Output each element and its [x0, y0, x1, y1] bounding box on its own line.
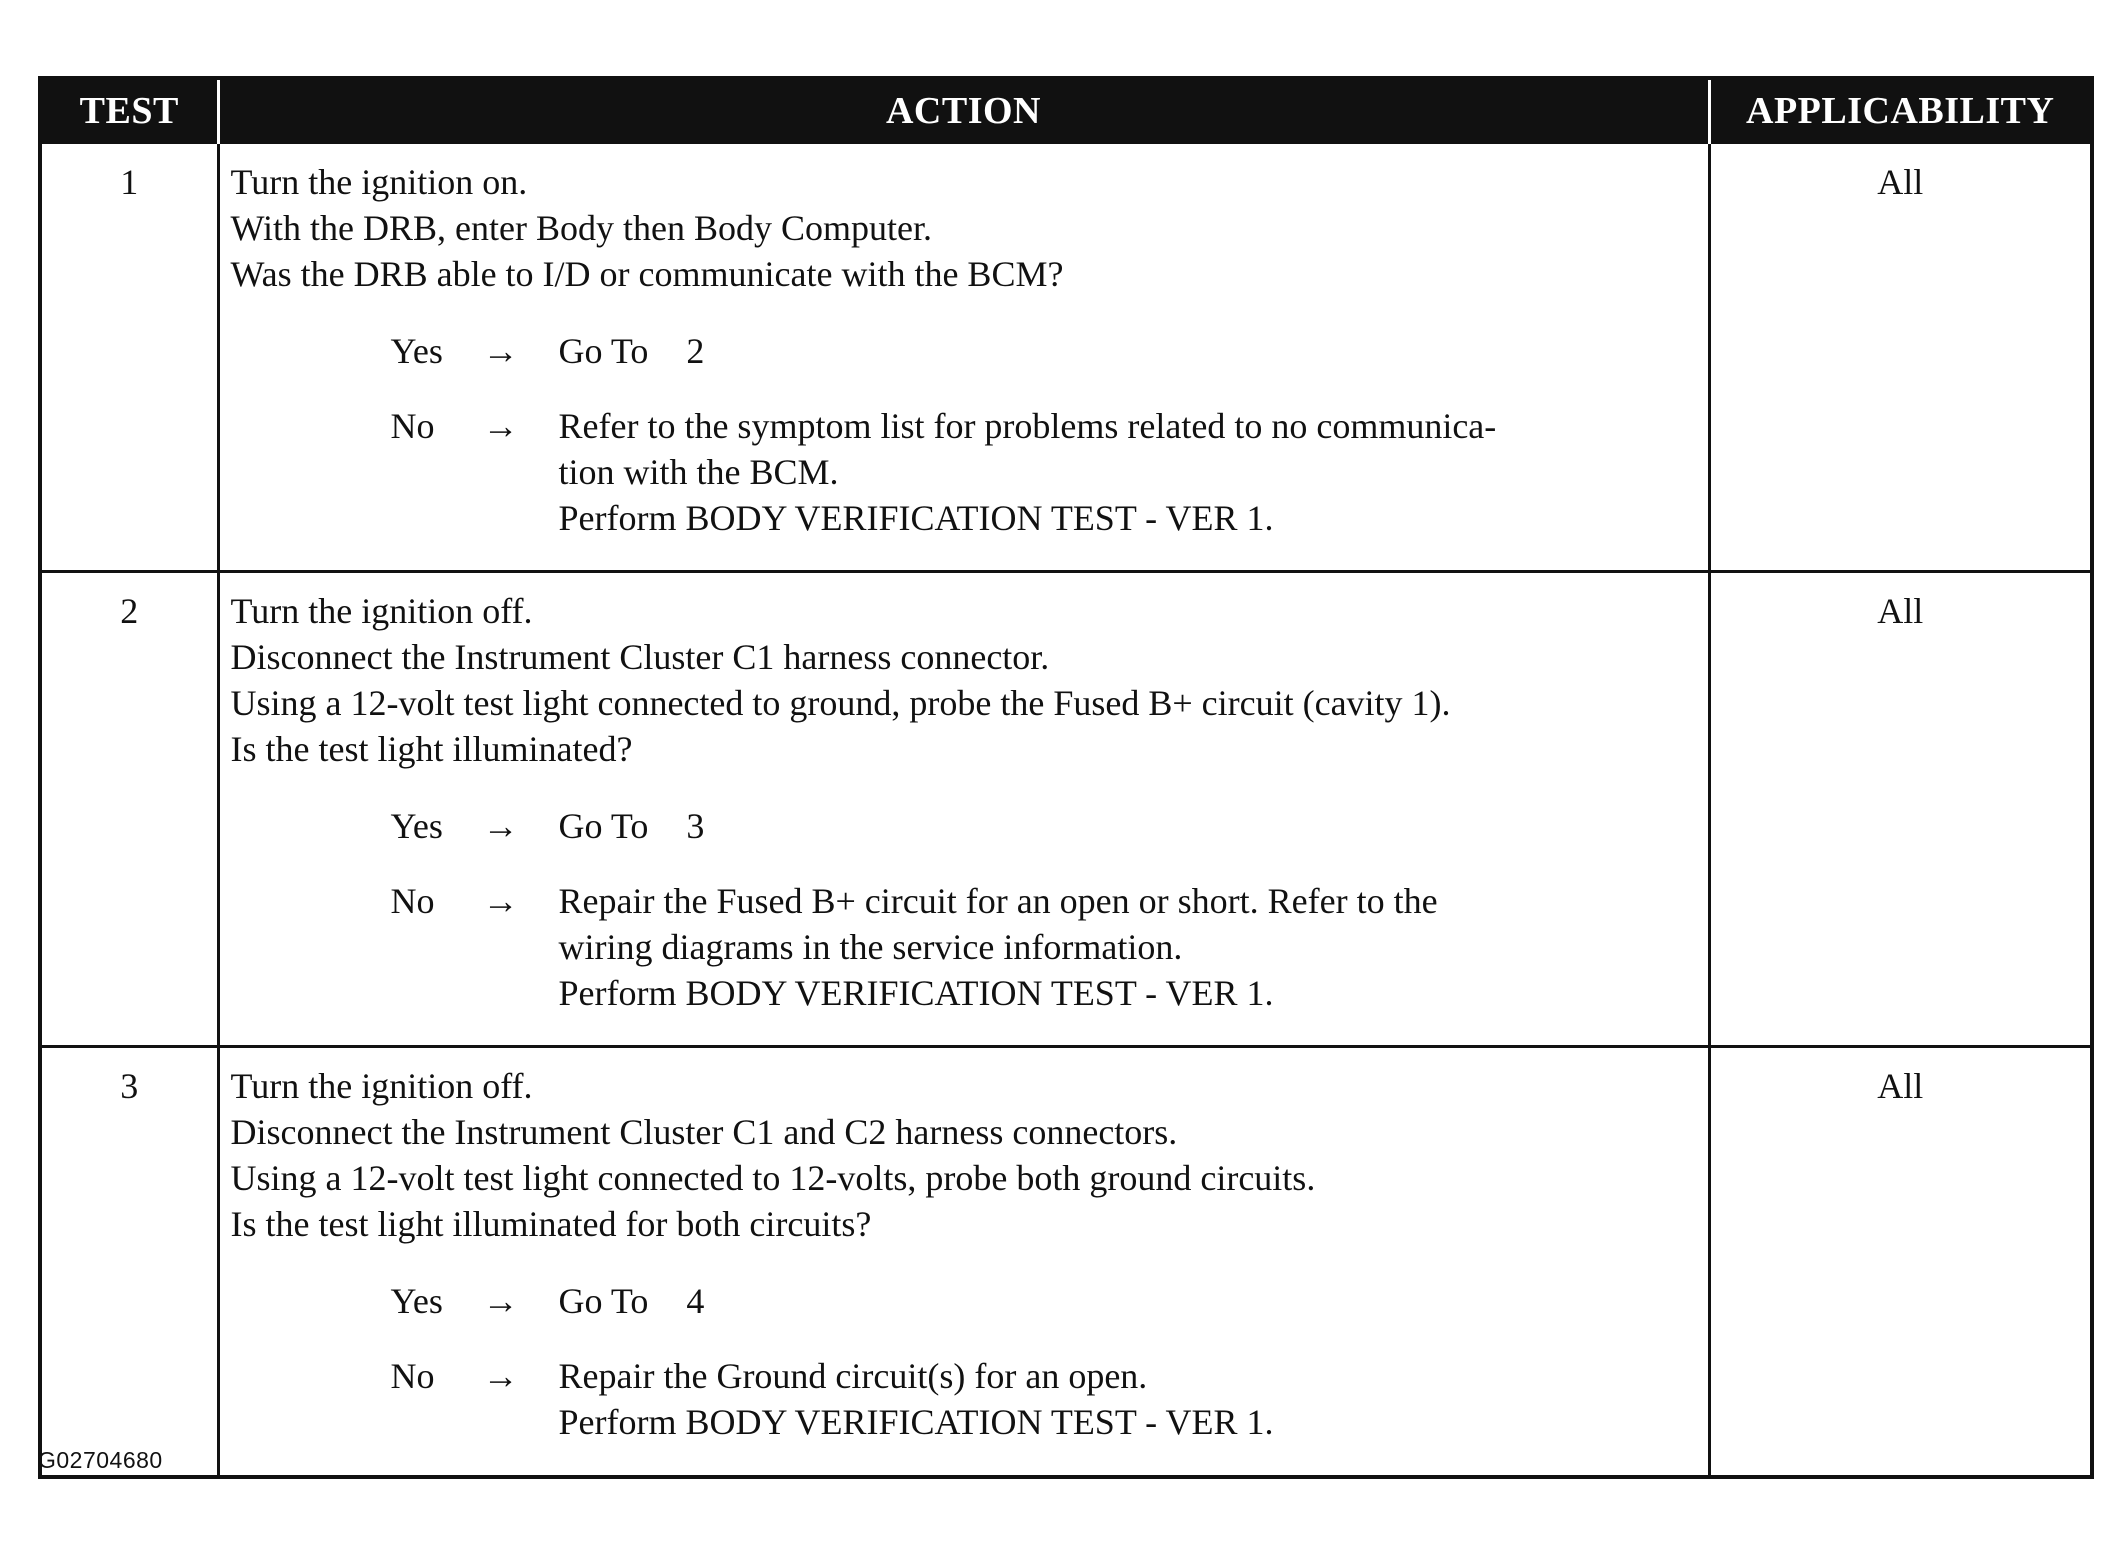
no-branch [391, 1353, 1700, 1445]
no-label: No [390, 1356, 435, 1396]
action-question: Was the DRB able to I/D or communicate with the BCM? [230, 254, 1064, 294]
yes-label: Yes [390, 806, 443, 846]
action-cell [218, 143, 1709, 572]
right-arrow-icon: → [482, 331, 519, 371]
test-number: 3 [40, 1047, 218, 1478]
action-question: Is the test light illuminated? [230, 729, 633, 769]
yes-branch [391, 1278, 1700, 1324]
applicability-value: All [1709, 1047, 2092, 1478]
action-step: Disconnect the Instrument Cluster C1 and C2 harness connectors. [230, 1112, 1178, 1152]
action-question: Is the test light illuminated for both circuits? [230, 1204, 872, 1244]
no-result-line: Refer to the symptom list for problems related to no communica- [558, 406, 1497, 446]
applicability-value: All [1709, 572, 2092, 1047]
no-result [559, 1353, 1700, 1445]
table-row [40, 1047, 2092, 1478]
no-result-line: tion with the BCM. [558, 452, 839, 492]
no-result-line: Repair the Fused B+ circuit for an open or short. Refer to the [558, 881, 1438, 921]
applicability-value: All [1709, 143, 2092, 572]
no-result [559, 878, 1700, 1016]
goto-instruction [559, 1278, 1700, 1324]
diagnostic-test-table [38, 76, 2094, 1479]
no-result-line: Perform BODY VERIFICATION TEST - VER 1. [558, 1402, 1274, 1442]
action-step: Turn the ignition off. [230, 591, 533, 631]
yes-branch [391, 803, 1700, 849]
action-step: Using a 12-volt test light connected to 12-volts, probe both ground circuits. [230, 1158, 1316, 1198]
right-arrow-icon: → [482, 806, 519, 846]
test-number: 2 [40, 572, 218, 1047]
no-branch [391, 403, 1700, 541]
action-step: Turn the ignition off. [230, 1066, 533, 1106]
action-step: Turn the ignition on. [230, 162, 528, 202]
no-label: No [390, 881, 435, 921]
action-cell [218, 1047, 1709, 1478]
table-header-row [40, 78, 2092, 143]
right-arrow-icon: → [482, 881, 519, 921]
no-result-line: Repair the Ground circuit(s) for an open. [558, 1356, 1148, 1396]
goto-target: 3 [686, 806, 705, 846]
yes-branch [391, 328, 1700, 374]
goto-instruction [559, 328, 1700, 374]
goto-target: 2 [686, 331, 705, 371]
goto-word: Go To [558, 1281, 649, 1321]
goto-word: Go To [558, 806, 649, 846]
goto-instruction [559, 803, 1700, 849]
header-action: ACTION [218, 78, 1709, 143]
table-row [40, 143, 2092, 572]
yes-label: Yes [390, 331, 443, 371]
action-step: Disconnect the Instrument Cluster C1 harness connector. [230, 637, 1050, 677]
no-branch [391, 878, 1700, 1016]
right-arrow-icon: → [482, 406, 519, 446]
figure-id: G02704680 [38, 1447, 163, 1473]
right-arrow-icon: → [482, 1281, 519, 1321]
goto-word: Go To [558, 331, 649, 371]
header-applicability: APPLICABILITY [1709, 78, 2092, 143]
table-row [40, 572, 2092, 1047]
right-arrow-icon: → [482, 1356, 519, 1396]
no-label: No [390, 406, 435, 446]
action-cell [218, 572, 1709, 1047]
no-result-line: wiring diagrams in the service information. [558, 927, 1183, 967]
test-number: 1 [40, 143, 218, 572]
yes-label: Yes [390, 1281, 443, 1321]
action-step: Using a 12-volt test light connected to ground, probe the Fused B+ circuit (cavity 1). [230, 683, 1451, 723]
goto-target: 4 [686, 1281, 705, 1321]
no-result-line: Perform BODY VERIFICATION TEST - VER 1. [558, 498, 1274, 538]
action-step: With the DRB, enter Body then Body Computer. [230, 208, 932, 248]
header-test: TEST [40, 78, 218, 143]
no-result-line: Perform BODY VERIFICATION TEST - VER 1. [558, 973, 1274, 1013]
no-result [559, 403, 1700, 541]
